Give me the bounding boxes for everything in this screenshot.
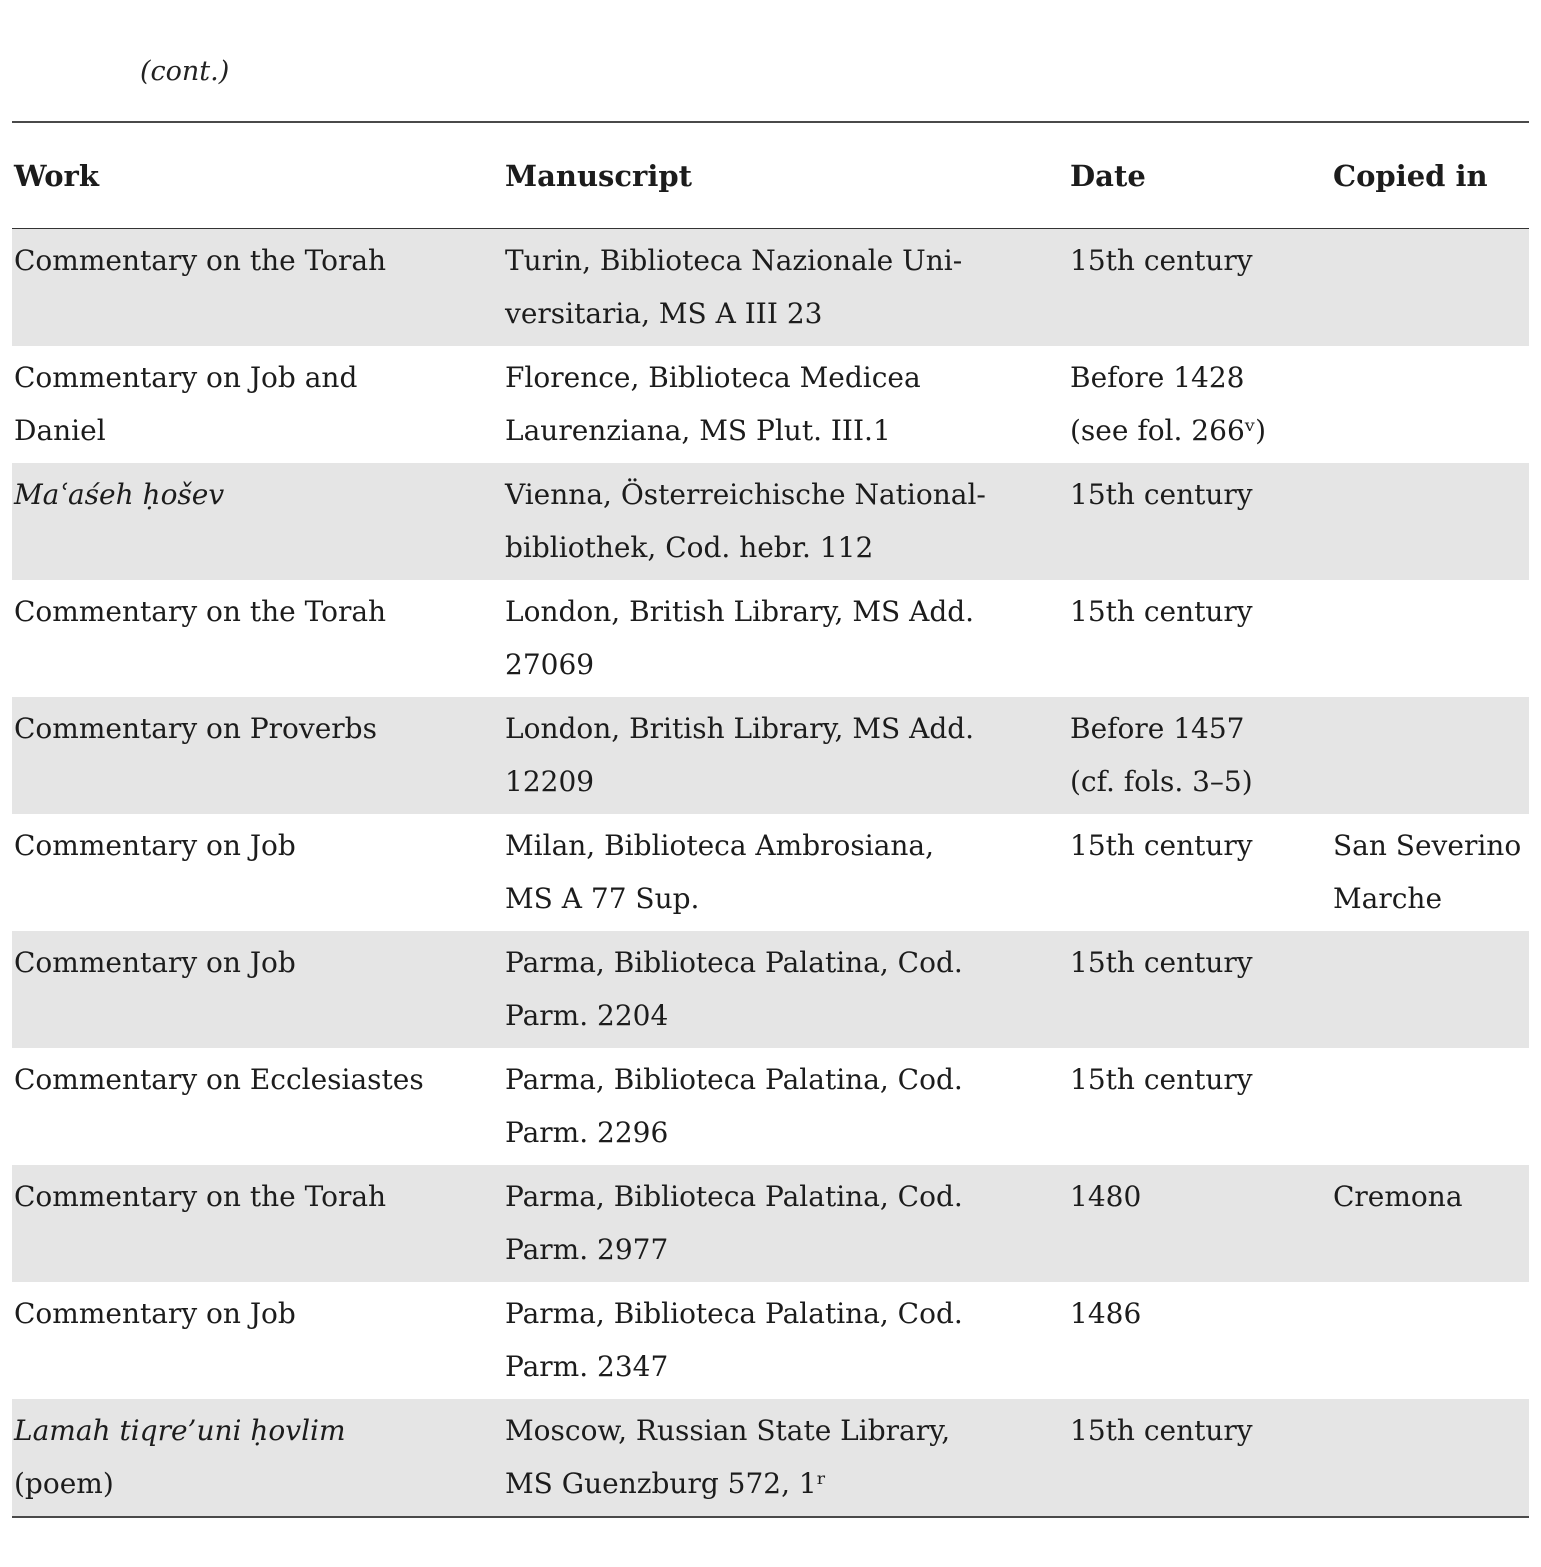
cell-line: Parma, Biblioteca Palatina, Cod. <box>505 1180 963 1213</box>
cell-line: 15th century <box>1070 595 1253 628</box>
cell-line: Before 1428 <box>1070 361 1245 394</box>
work-cell <box>12 702 503 808</box>
cell-line: Maʿaśeh ḥošev <box>14 478 225 511</box>
manuscript-cell <box>503 1170 1068 1276</box>
table-row <box>12 814 1529 931</box>
cell-line: Lamah tiqre’uni ḥovlim <box>14 1414 346 1447</box>
cell-line: 15th century <box>1070 946 1253 979</box>
table-body <box>12 229 1529 1516</box>
manuscript-cell <box>503 1404 1068 1510</box>
cell-line: London, British Library, MS Add. <box>505 712 975 745</box>
work-cell <box>12 936 503 1042</box>
cell-line: Commentary on Job <box>14 1297 296 1330</box>
cell-line: Daniel <box>14 414 106 447</box>
cell-line: MS A 77 Sup. <box>505 882 700 915</box>
manuscript-cell <box>503 1053 1068 1159</box>
table-row <box>12 229 1529 346</box>
copied-in-cell <box>1331 702 1529 808</box>
date-cell <box>1068 702 1331 808</box>
manuscript-cell <box>503 702 1068 808</box>
cell-line: 15th century <box>1070 244 1253 277</box>
cell-line: Moscow, Russian State Library, <box>505 1414 951 1447</box>
cell-line: versitaria, MS A III 23 <box>505 297 823 330</box>
copied-in-cell <box>1331 351 1529 457</box>
cell-line: Parm. 2204 <box>505 999 669 1032</box>
date-cell <box>1068 819 1331 925</box>
cell-line: 15th century <box>1070 1414 1253 1447</box>
work-cell <box>12 468 503 574</box>
table-row <box>12 463 1529 580</box>
manuscript-cell <box>503 234 1068 340</box>
cell-line: Parma, Biblioteca Palatina, Cod. <box>505 1297 963 1330</box>
table-header-row <box>12 123 1529 229</box>
copied-in-cell <box>1331 468 1529 574</box>
table-row <box>12 1282 1529 1399</box>
cell-line: Laurenziana, MS Plut. III.1 <box>505 414 891 447</box>
table-row <box>12 580 1529 697</box>
cell-line: 27069 <box>505 648 595 681</box>
cell-line: bibliothek, Cod. hebr. 112 <box>505 531 874 564</box>
work-cell <box>12 1287 503 1393</box>
cell-line: Marche <box>1333 882 1443 915</box>
manuscript-cell <box>503 1287 1068 1393</box>
table-row <box>12 931 1529 1048</box>
cell-line: Commentary on Job <box>14 829 296 862</box>
cell-line: Parm. 2977 <box>505 1233 669 1266</box>
table-row <box>12 346 1529 463</box>
cell-line: Commentary on the Torah <box>14 595 387 628</box>
cell-line: 1486 <box>1070 1297 1142 1330</box>
work-cell <box>12 1404 503 1510</box>
cell-line: Turin, Biblioteca Nazionale Uni- <box>505 244 963 277</box>
cell-line: Vienna, Österreichische National- <box>505 478 986 511</box>
cell-line: Before 1457 <box>1070 712 1245 745</box>
cell-line: MS Guenzburg 572, 1ʳ <box>505 1467 827 1500</box>
column-header-date: Date <box>1070 159 1146 193</box>
cell-line: Florence, Biblioteca Medicea <box>505 361 921 394</box>
cell-line: 15th century <box>1070 829 1253 862</box>
copied-in-cell <box>1331 1170 1529 1276</box>
date-cell <box>1068 585 1331 691</box>
cell-line: Commentary on Job <box>14 946 296 979</box>
cell-line: 12209 <box>505 765 595 798</box>
manuscripts-table <box>12 121 1529 1518</box>
continuation-label: (cont.) <box>140 56 230 87</box>
copied-in-cell <box>1331 819 1529 925</box>
cell-line: London, British Library, MS Add. <box>505 595 975 628</box>
cell-line: San Severino <box>1333 829 1522 862</box>
manuscript-cell <box>503 585 1068 691</box>
date-cell <box>1068 468 1331 574</box>
table-row <box>12 1399 1529 1516</box>
copied-in-cell <box>1331 585 1529 691</box>
table-row <box>12 1165 1529 1282</box>
date-cell <box>1068 1170 1331 1276</box>
cell-line: (see fol. 266ᵛ) <box>1070 414 1267 447</box>
cell-line: Parma, Biblioteca Palatina, Cod. <box>505 946 963 979</box>
date-cell <box>1068 351 1331 457</box>
manuscript-cell <box>503 351 1068 457</box>
cell-line: Parm. 2347 <box>505 1350 669 1383</box>
work-cell <box>12 1053 503 1159</box>
cell-line: 15th century <box>1070 478 1253 511</box>
work-cell <box>12 819 503 925</box>
date-cell <box>1068 936 1331 1042</box>
work-cell <box>12 351 503 457</box>
cell-line: Commentary on the Torah <box>14 244 387 277</box>
date-cell <box>1068 1287 1331 1393</box>
cell-line: Milan, Biblioteca Ambrosiana, <box>505 829 935 862</box>
cell-line: Commentary on Proverbs <box>14 712 377 745</box>
work-cell <box>12 1170 503 1276</box>
copied-in-cell <box>1331 1287 1529 1393</box>
cell-line: Commentary on Job and <box>14 361 358 394</box>
cell-line: Commentary on Ecclesiastes <box>14 1063 424 1096</box>
work-cell <box>12 585 503 691</box>
column-header-work: Work <box>14 159 99 193</box>
cell-line: Commentary on the Torah <box>14 1180 387 1213</box>
date-cell <box>1068 234 1331 340</box>
cell-line: Parma, Biblioteca Palatina, Cod. <box>505 1063 963 1096</box>
copied-in-cell <box>1331 234 1529 340</box>
table-row <box>12 1048 1529 1165</box>
cell-line: Cremona <box>1333 1180 1463 1213</box>
column-header-copied-in: Copied in <box>1333 159 1488 193</box>
column-header-manuscript: Manuscript <box>505 159 693 193</box>
date-cell <box>1068 1404 1331 1510</box>
date-cell <box>1068 1053 1331 1159</box>
cell-line: Parm. 2296 <box>505 1116 669 1149</box>
cell-line: (poem) <box>14 1467 114 1500</box>
cell-line: (cf. fols. 3–5) <box>1070 765 1253 798</box>
table-row <box>12 697 1529 814</box>
cell-line: 1480 <box>1070 1180 1142 1213</box>
copied-in-cell <box>1331 936 1529 1042</box>
manuscript-cell <box>503 819 1068 925</box>
work-cell <box>12 234 503 340</box>
cell-line: 15th century <box>1070 1063 1253 1096</box>
manuscript-cell <box>503 468 1068 574</box>
copied-in-cell <box>1331 1053 1529 1159</box>
copied-in-cell <box>1331 1404 1529 1510</box>
manuscript-cell <box>503 936 1068 1042</box>
